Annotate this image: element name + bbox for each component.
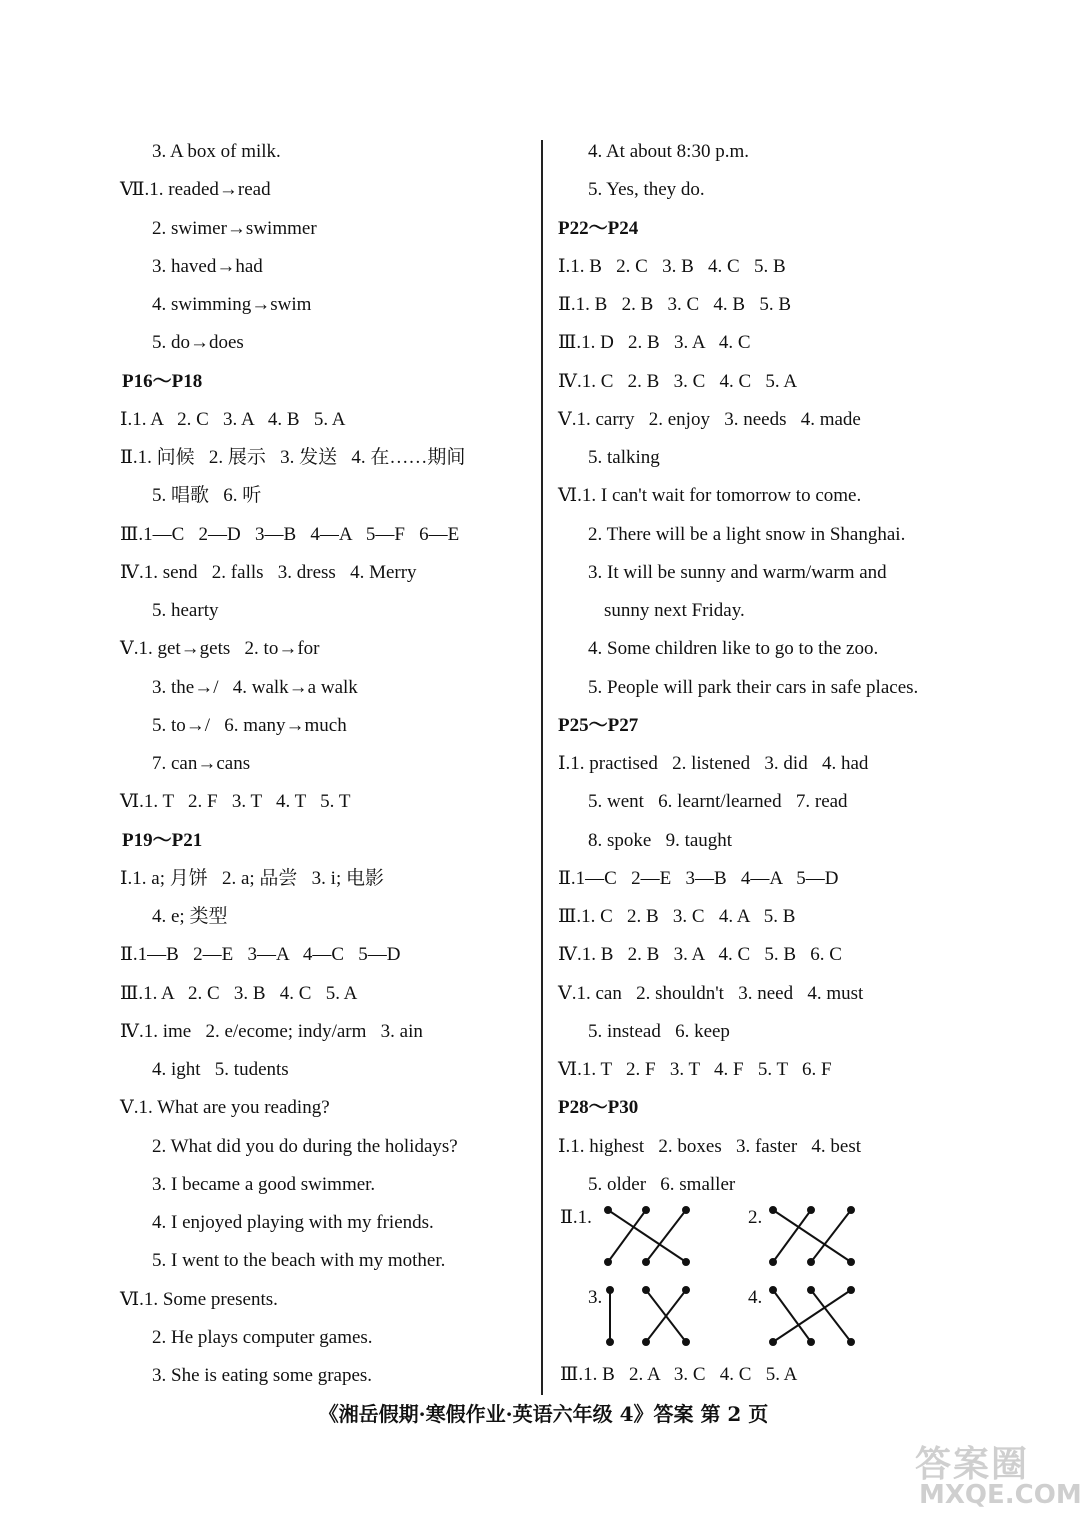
answer-line: Ⅳ.1. C 2. B 3. C 4. C 5. A xyxy=(558,370,798,392)
answer-line: Ⅳ.1. B 2. B 3. A 4. C 5. B 6. C xyxy=(558,944,842,966)
answer-line: Ⅴ.1. What are you reading? xyxy=(120,1097,330,1119)
answer-line: 5. hearty xyxy=(152,600,219,621)
answer-line: 5. instead 6. keep xyxy=(588,1020,730,1042)
answer-line: 3. A box of milk. xyxy=(152,141,281,162)
matching-diagram-4 xyxy=(765,1285,860,1350)
answer-line: 4. At about 8:30 p.m. xyxy=(588,141,749,162)
answer-line: sunny next Friday. xyxy=(604,600,745,621)
answer-line: 4. e; 类型 xyxy=(152,906,228,927)
answer-line: Ⅴ.1. can 2. shouldn't 3. need 4. must xyxy=(558,982,864,1004)
answer-line: Ⅰ.1. A 2. C 3. A 4. B 5. A xyxy=(120,408,346,430)
matching-diagram-3 xyxy=(600,1285,695,1350)
answer-line: Ⅳ.1. ime 2. e/ecome; indy/arm 3. ain xyxy=(120,1020,423,1042)
answer-line: 5. I went to the beach with my mother. xyxy=(152,1250,446,1272)
answer-line: Ⅶ.1. readed→read xyxy=(120,179,271,201)
answer-line: 4. ight 5. tudents xyxy=(152,1059,289,1080)
answer-line: 5. talking xyxy=(588,447,660,468)
answer-line: Ⅲ.1. C 2. B 3. C 4. A 5. B xyxy=(558,906,796,927)
answer-line: Ⅰ.1. practised 2. listened 3. did 4. had xyxy=(558,753,869,774)
answer-line: 5. older 6. smaller xyxy=(588,1173,736,1195)
answer-line-last: Ⅲ.1. B 2. A 3. C 4. C 5. A xyxy=(560,1364,798,1385)
column-divider xyxy=(541,140,543,1395)
answer-line: Ⅵ.1. Some presents. xyxy=(120,1288,278,1310)
section-heading: P16～P18 xyxy=(122,370,203,392)
section-heading: P25～P27 xyxy=(558,714,639,736)
answer-line: Ⅵ.1. T 2. F 3. T 4. T 5. T xyxy=(120,791,351,813)
matching-label-3: 3. xyxy=(588,1287,603,1308)
answer-line: 5. 唱歌 6. 听 xyxy=(152,485,262,507)
answer-line: 2. What did you do during the holidays? xyxy=(152,1135,458,1157)
matching-label-1: Ⅱ.1. xyxy=(560,1207,592,1228)
answer-line: 3. It will be sunny and warm/warm and xyxy=(588,561,887,583)
answer-line: Ⅰ.1. highest 2. boxes 3. faster 4. best xyxy=(558,1135,862,1157)
answer-line: Ⅴ.1. carry 2. enjoy 3. needs 4. made xyxy=(558,408,861,430)
answer-line: 3. I became a good swimmer. xyxy=(152,1173,376,1195)
matching-label-2: 2. xyxy=(748,1207,763,1228)
answer-line: 5. do→does xyxy=(152,332,244,354)
answer-line: 3. the→/ 4. walk→a walk xyxy=(152,676,358,698)
answer-line: 4. I enjoyed playing with my friends. xyxy=(152,1212,434,1233)
answer-line: Ⅵ.1. I can't wait for tomorrow to come. xyxy=(558,485,862,507)
watermark xyxy=(915,1436,1082,1516)
answer-line: 5. People will park their cars in safe places. xyxy=(588,676,919,698)
answer-line: 2. He plays computer games. xyxy=(152,1326,373,1348)
section-heading: P22～P24 xyxy=(558,217,639,239)
answer-line: Ⅳ.1. send 2. falls 3. dress 4. Merry xyxy=(120,561,417,583)
answer-line: 3. She is eating some grapes. xyxy=(152,1365,373,1386)
answer-line: 7. can→cans xyxy=(152,753,251,774)
answer-line: 3. haved→had xyxy=(152,255,263,277)
page-footer: 《湘岳假期·寒假作业·英语六年级 4》答案 第 2 页 xyxy=(318,1402,769,1426)
answer-line: Ⅰ.1. a; 月饼 2. a; 品尝 3. i; 电影 xyxy=(120,867,384,889)
answer-line: Ⅱ.1. B 2. B 3. C 4. B 5. B xyxy=(558,294,792,315)
answer-line: 2. swimer→swimmer xyxy=(152,217,317,239)
answer-line: 5. went 6. learnt/learned 7. read xyxy=(588,791,848,813)
answer-line: 4. swimming→swim xyxy=(152,294,312,315)
answer-line: 8. spoke 9. taught xyxy=(588,829,733,851)
answer-line: 5. to→/ 6. many→much xyxy=(152,714,347,736)
answer-line: 4. Some children like to go to the zoo. xyxy=(588,638,879,660)
answer-line: 5. Yes, they do. xyxy=(588,179,705,201)
watermark-url: MXQE.COM xyxy=(919,1480,1082,1510)
matching-diagram-2 xyxy=(765,1205,860,1270)
section-heading: P19～P21 xyxy=(122,829,203,851)
answer-line: Ⅰ.1. B 2. C 3. B 4. C 5. B xyxy=(558,255,786,277)
answer-line: Ⅱ.1—C 2—E 3—B 4—A 5—D xyxy=(558,867,839,889)
answer-line: Ⅱ.1—B 2—E 3—A 4—C 5—D xyxy=(120,944,401,966)
answer-line: Ⅱ.1. 问候 2. 展示 3. 发送 4. 在……期间 xyxy=(120,447,466,468)
answer-line: Ⅲ.1—C 2—D 3—B 4—A 5—F 6—E xyxy=(120,523,460,545)
section-heading: P28～P30 xyxy=(558,1097,639,1119)
answer-line: Ⅲ.1. D 2. B 3. A 4. C xyxy=(558,332,751,354)
answer-line: Ⅵ.1. T 2. F 3. T 4. F 5. T 6. F xyxy=(558,1059,832,1080)
answer-line: 2. There will be a light snow in Shanghai. xyxy=(588,523,906,545)
answer-line: Ⅴ.1. get→gets 2. to→for xyxy=(120,638,320,660)
matching-label-4: 4. xyxy=(748,1287,763,1308)
matching-diagram-1 xyxy=(600,1205,695,1270)
answer-line: Ⅲ.1. A 2. C 3. B 4. C 5. A xyxy=(120,982,358,1004)
watermark-logo: 答案圈 xyxy=(915,1444,1030,1485)
